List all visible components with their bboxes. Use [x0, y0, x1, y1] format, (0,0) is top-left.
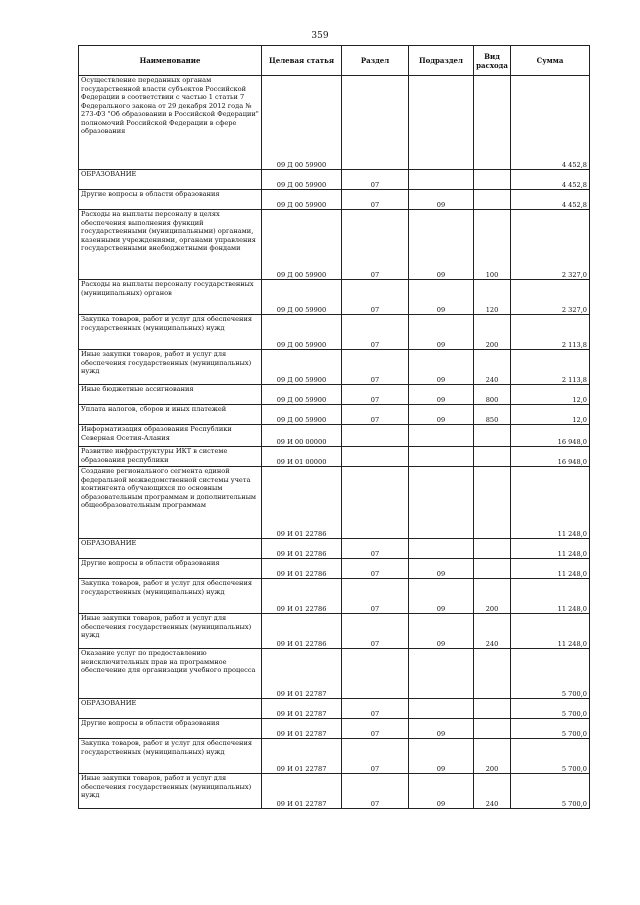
row-subsection: [409, 649, 474, 699]
row-target-item: 09 Д 00 59900: [262, 210, 342, 280]
row-name: Иные закупки товаров, работ и услуг для обеспечения государственных (муниципальных) нужд: [79, 350, 262, 385]
table-row: [79, 170, 590, 190]
row-target-item: 09 И 01 22787: [262, 649, 342, 699]
table-row: [79, 649, 590, 699]
row-target-item: 09 И 01 22786: [262, 539, 342, 559]
row-name: Осуществление переданных органам государственной власти субъектов Российской Федерации в соответствии с частью 1 статьи 7 Федерального закона от 29 декабря 2012 года № 273-ФЗ "Об образовании в Российской Федерации" полномочий Российской Федерации в сфере образования: [79, 76, 262, 170]
table-row: [79, 190, 590, 210]
row-subsection: 09: [409, 559, 474, 579]
row-target-item: 09 И 01 00000: [262, 447, 342, 467]
row-sum: 11 248,0: [511, 559, 590, 579]
row-sum: 12,0: [511, 405, 590, 425]
row-target-item: 09 И 01 22786: [262, 467, 342, 539]
row-section: 07: [342, 719, 409, 739]
row-name: ОБРАЗОВАНИЕ: [79, 170, 262, 190]
row-subsection: 09: [409, 614, 474, 649]
table-row: [79, 447, 590, 467]
row-expense-type: [474, 699, 511, 719]
row-sum: 2 113,8: [511, 315, 590, 350]
row-target-item: 09 Д 00 59900: [262, 315, 342, 350]
row-subsection: [409, 699, 474, 719]
table-row: [79, 405, 590, 425]
row-subsection: 09: [409, 190, 474, 210]
row-target-item: 09 И 01 22786: [262, 614, 342, 649]
row-target-item: 09 Д 00 59900: [262, 280, 342, 315]
row-subsection: [409, 76, 474, 170]
row-target-item: 09 Д 00 59900: [262, 405, 342, 425]
row-target-item: 09 Д 00 59900: [262, 170, 342, 190]
row-target-item: 09 Д 00 59900: [262, 190, 342, 210]
row-sum: 11 248,0: [511, 467, 590, 539]
row-expense-type: [474, 649, 511, 699]
row-expense-type: [474, 447, 511, 467]
row-section: 07: [342, 170, 409, 190]
page-number: 359: [311, 31, 329, 41]
table-row: [79, 425, 590, 447]
row-target-item: 09 И 01 22787: [262, 739, 342, 774]
row-sum: 11 248,0: [511, 614, 590, 649]
column-header-section: Раздел: [342, 46, 409, 76]
column-header-sum: Сумма: [511, 46, 590, 76]
row-section: 07: [342, 280, 409, 315]
table-row: [79, 719, 590, 739]
row-name: Расходы на выплаты персоналу в целях обеспечения выполнения функций государственными (муниципальными) органами, казенными учреждениями, органами управления государственными внебюджетными фондами: [79, 210, 262, 280]
row-subsection: [409, 425, 474, 447]
row-expense-type: 200: [474, 579, 511, 614]
row-subsection: 09: [409, 719, 474, 739]
row-expense-type: [474, 719, 511, 739]
row-name: Иные закупки товаров, работ и услуг для обеспечения государственных (муниципальных) нужд: [79, 614, 262, 649]
row-section: 07: [342, 350, 409, 385]
row-name: Другие вопросы в области образования: [79, 559, 262, 579]
table-row: [79, 559, 590, 579]
row-sum: 11 248,0: [511, 579, 590, 614]
row-sum: 5 700,0: [511, 774, 590, 809]
row-name: ОБРАЗОВАНИЕ: [79, 699, 262, 719]
row-name: Другие вопросы в области образования: [79, 719, 262, 739]
table-row: [79, 350, 590, 385]
row-sum: 2 327,0: [511, 280, 590, 315]
row-target-item: 09 И 01 22787: [262, 719, 342, 739]
table-row: [79, 76, 590, 170]
row-sum: 5 700,0: [511, 649, 590, 699]
row-target-item: 09 Д 00 59900: [262, 76, 342, 170]
row-section: 07: [342, 559, 409, 579]
table-row: [79, 467, 590, 539]
row-name: Другие вопросы в области образования: [79, 190, 262, 210]
row-section: [342, 447, 409, 467]
row-subsection: [409, 170, 474, 190]
row-name: Информатизация образования Республики Северная Осетия-Алания: [79, 425, 262, 447]
row-target-item: 09 И 01 22787: [262, 774, 342, 809]
row-sum: 4 452,8: [511, 76, 590, 170]
table-row: [79, 739, 590, 774]
row-section: 07: [342, 210, 409, 280]
table-row: [79, 385, 590, 405]
row-sum: 5 700,0: [511, 719, 590, 739]
row-section: 07: [342, 774, 409, 809]
table-row: [79, 699, 590, 719]
row-expense-type: [474, 467, 511, 539]
row-sum: 11 248,0: [511, 539, 590, 559]
row-section: [342, 649, 409, 699]
row-sum: 12,0: [511, 385, 590, 405]
row-target-item: 09 Д 00 59900: [262, 350, 342, 385]
table-row: [79, 579, 590, 614]
row-subsection: 09: [409, 774, 474, 809]
row-expense-type: 200: [474, 739, 511, 774]
row-target-item: 09 И 01 22786: [262, 559, 342, 579]
row-sum: 16 948,0: [511, 425, 590, 447]
row-name: Развитие инфраструктуры ИКТ в системе образования республики: [79, 447, 262, 467]
row-subsection: 09: [409, 579, 474, 614]
row-name: Иные закупки товаров, работ и услуг для обеспечения государственных (муниципальных) нужд: [79, 774, 262, 809]
table-row: [79, 280, 590, 315]
row-section: 07: [342, 699, 409, 719]
row-name: Расходы на выплаты персоналу государственных (муниципальных) органов: [79, 280, 262, 315]
table-row: [79, 315, 590, 350]
row-expense-type: [474, 559, 511, 579]
row-name: Оказание услуг по предоставлению неисключительных прав на программное обеспечение для организации учебного процесса: [79, 649, 262, 699]
row-sum: 5 700,0: [511, 739, 590, 774]
budget-table: [78, 45, 590, 809]
row-section: 07: [342, 539, 409, 559]
row-section: 07: [342, 614, 409, 649]
row-name: Закупка товаров, работ и услуг для обеспечения государственных (муниципальных) нужд: [79, 579, 262, 614]
table-header-row: [79, 46, 590, 76]
table-row: [79, 774, 590, 809]
row-target-item: 09 И 01 22787: [262, 699, 342, 719]
row-subsection: 09: [409, 385, 474, 405]
row-sum: 2 113,8: [511, 350, 590, 385]
row-subsection: [409, 447, 474, 467]
row-target-item: 09 И 00 00000: [262, 425, 342, 447]
row-name: Иные бюджетные ассигнования: [79, 385, 262, 405]
row-expense-type: 200: [474, 315, 511, 350]
row-expense-type: [474, 190, 511, 210]
row-target-item: 09 И 01 22786: [262, 579, 342, 614]
row-sum: 2 327,0: [511, 210, 590, 280]
column-header-expense-type: Вид расхода: [474, 46, 511, 76]
row-subsection: 09: [409, 350, 474, 385]
row-sum: 16 948,0: [511, 447, 590, 467]
row-subsection: 09: [409, 739, 474, 774]
table-row: [79, 614, 590, 649]
row-subsection: 09: [409, 280, 474, 315]
row-expense-type: [474, 76, 511, 170]
column-header-subsection: Подраздел: [409, 46, 474, 76]
row-section: [342, 76, 409, 170]
row-sum: 4 452,8: [511, 190, 590, 210]
row-section: 07: [342, 739, 409, 774]
row-name: Уплата налогов, сборов и иных платежей: [79, 405, 262, 425]
row-section: 07: [342, 315, 409, 350]
row-expense-type: 240: [474, 774, 511, 809]
column-header-name: Наименование: [79, 46, 262, 76]
row-sum: 5 700,0: [511, 699, 590, 719]
row-sum: 4 452,8: [511, 170, 590, 190]
row-section: 07: [342, 385, 409, 405]
row-name: Создание регионального сегмента единой федеральной межведомственной системы учета контингента обучающихся по основным образовательным программам и дополнительным общеобразовательным программам: [79, 467, 262, 539]
row-section: 07: [342, 579, 409, 614]
row-expense-type: 850: [474, 405, 511, 425]
row-name: ОБРАЗОВАНИЕ: [79, 539, 262, 559]
row-subsection: 09: [409, 210, 474, 280]
row-section: 07: [342, 190, 409, 210]
row-target-item: 09 Д 00 59900: [262, 385, 342, 405]
row-expense-type: [474, 425, 511, 447]
row-section: [342, 467, 409, 539]
row-expense-type: 240: [474, 614, 511, 649]
table-row: [79, 210, 590, 280]
row-expense-type: 240: [474, 350, 511, 385]
row-section: 07: [342, 405, 409, 425]
row-expense-type: 100: [474, 210, 511, 280]
row-expense-type: 800: [474, 385, 511, 405]
column-header-target-item: Целевая статья: [262, 46, 342, 76]
row-subsection: 09: [409, 405, 474, 425]
row-expense-type: [474, 170, 511, 190]
row-name: Закупка товаров, работ и услуг для обеспечения государственных (муниципальных) нужд: [79, 739, 262, 774]
table-row: [79, 539, 590, 559]
row-section: [342, 425, 409, 447]
row-subsection: 09: [409, 315, 474, 350]
row-expense-type: 120: [474, 280, 511, 315]
row-expense-type: [474, 539, 511, 559]
row-subsection: [409, 467, 474, 539]
row-subsection: [409, 539, 474, 559]
row-name: Закупка товаров, работ и услуг для обеспечения государственных (муниципальных) нужд: [79, 315, 262, 350]
